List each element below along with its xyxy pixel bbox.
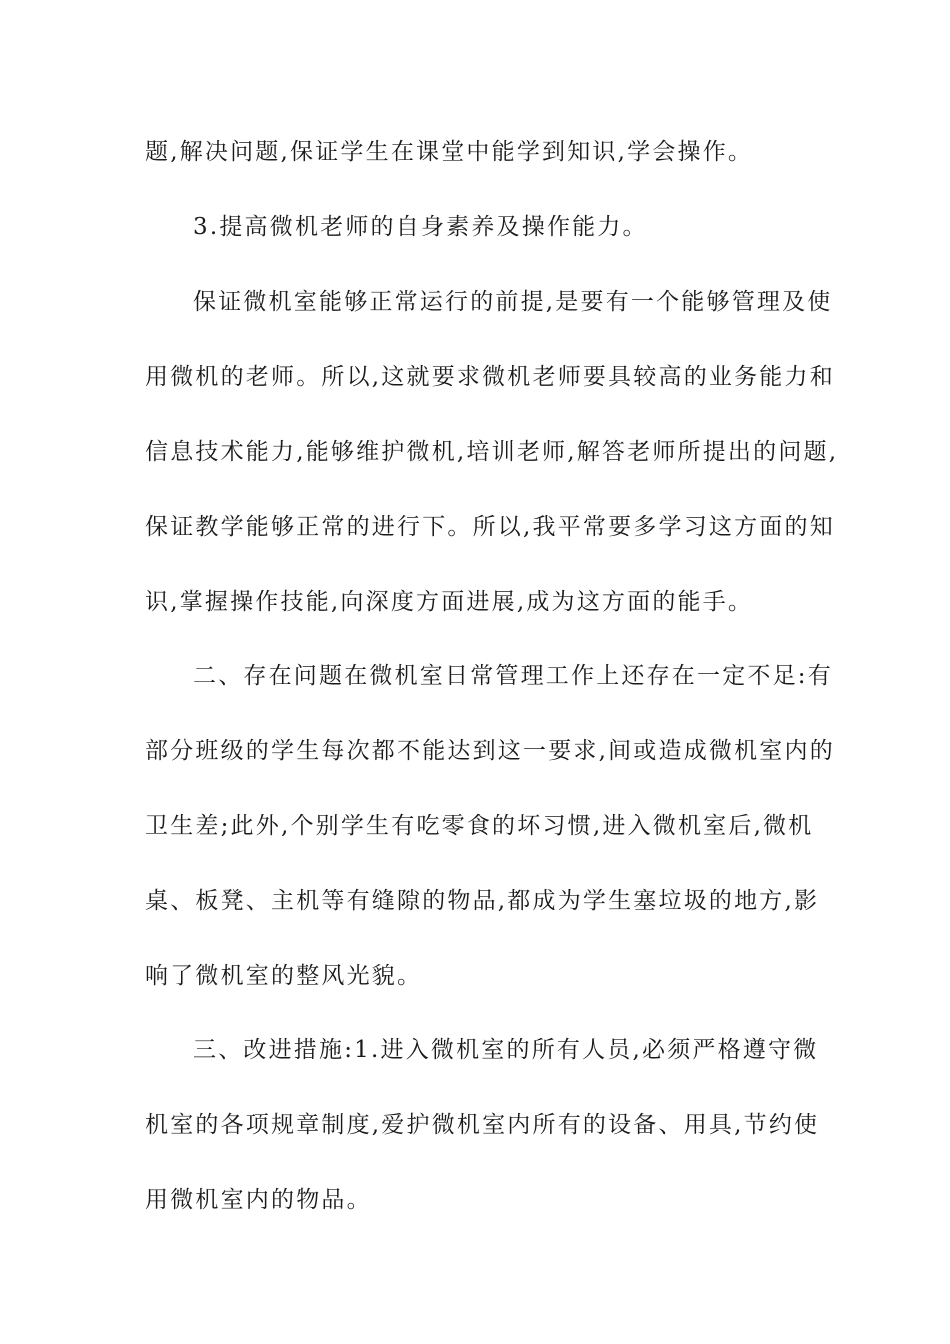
text-line-11: 桌、板凳、主机等有缝隙的物品,都成为学生塞垃圾的地方,影 [145, 888, 820, 914]
text-line-14: 机室的各项规章制度,爱护微机室内所有的设备、用具,节约使 [145, 1112, 820, 1138]
text-line-15: 用微机室内的物品。 [145, 1187, 372, 1213]
text-line-9: 部分班级的学生每次都不能达到这一要求,间或造成微机室内的 [145, 738, 835, 764]
text-line-8: 二、存在问题在微机室日常管理工作上还存在一定不足:有 [193, 663, 833, 689]
text-line-5: 信息技术能力,能够维护微机,培训老师,解答老师所提出的问题, [145, 439, 839, 465]
text-line-2: 3.提高微机老师的自身素养及操作能力。 [193, 214, 648, 240]
text-line-10: 卫生差;此外,个别学生有吃零食的坏习惯,进入微机室后,微机 [145, 813, 814, 839]
text-line-6: 保证教学能够正常的进行下。所以,我平常要多学习这方面的知 [145, 514, 835, 540]
text-line-3: 保证微机室能够正常运行的前提,是要有一个能够管理及使 [193, 289, 833, 315]
text-line-13: 三、改进措施:1.进入微机室的所有人员,必须严格遵守微 [193, 1037, 819, 1063]
text-line-1: 题,解决问题,保证学生在课堂中能学到知识,学会操作。 [145, 139, 754, 165]
text-line-4: 用微机的老师。所以,这就要求微机老师要具较高的业务能力和 [145, 364, 835, 390]
text-line-7: 识,掌握操作技能,向深度方面进展,成为这方面的能手。 [145, 589, 754, 615]
text-line-12: 响了微机室的整风光貌。 [145, 963, 423, 989]
